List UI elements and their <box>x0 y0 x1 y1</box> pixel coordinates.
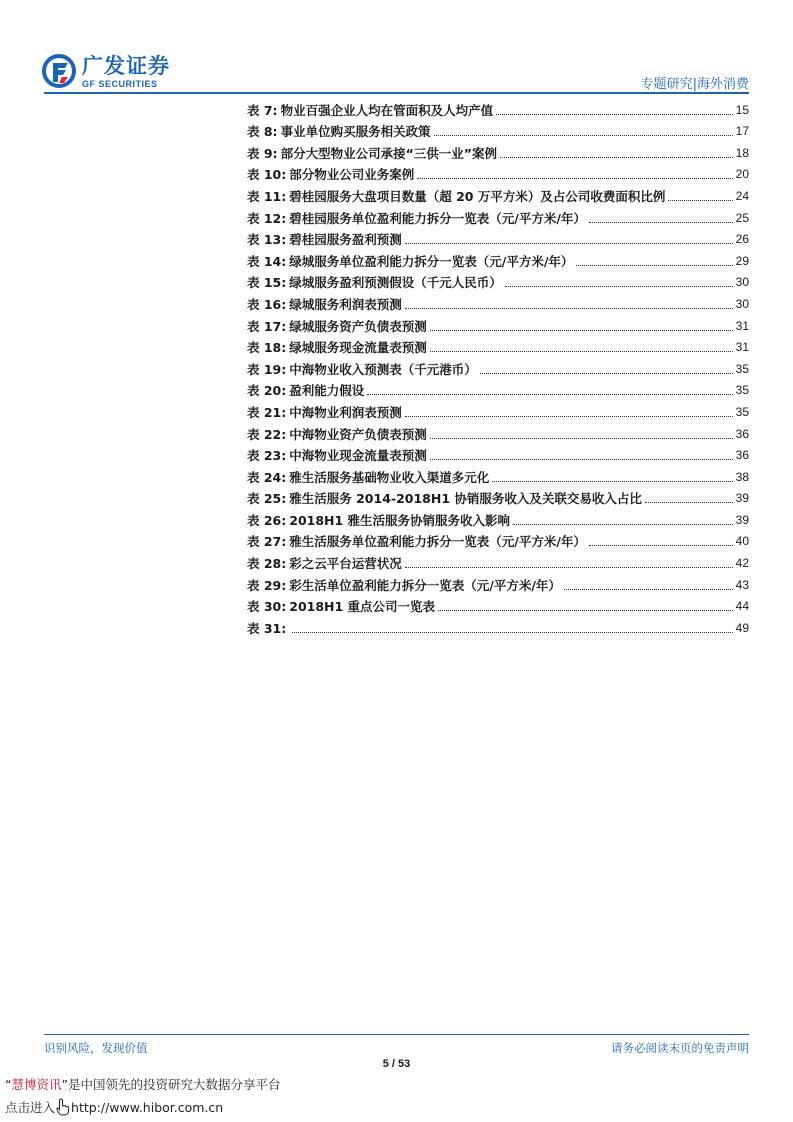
toc-entry-title: 绿城服务资产负债表预测 <box>289 318 427 334</box>
toc-dot-leader <box>405 567 733 568</box>
watermark-url-link[interactable]: http://www.hibor.com.cn <box>71 1099 224 1115</box>
watermark-enter-text: 点击进入 <box>5 1100 56 1115</box>
toc-entry-page: 36 <box>735 448 749 463</box>
toc-entry[interactable] <box>247 506 749 528</box>
toc-dot-leader <box>430 330 733 331</box>
footer-disclaimer-notice: 请务必阅读末页的免责声明 <box>611 1041 749 1055</box>
toc-entry-page: 24 <box>735 188 749 203</box>
toc-entry-label: 表 22: <box>247 426 287 442</box>
toc-dot-leader <box>668 200 732 201</box>
page-header <box>0 0 793 95</box>
toc-entry[interactable] <box>247 549 749 571</box>
toc-entry-title: 中海物业利润表预测 <box>289 404 402 420</box>
toc-entry-page: 30 <box>735 296 749 311</box>
toc-entry-label: 表 15: <box>247 275 287 291</box>
toc-entry-label: 表 9: <box>247 145 278 161</box>
pointing-hand-icon <box>56 1098 70 1116</box>
toc-entry-page: 18 <box>735 145 749 160</box>
toc-entry-page: 31 <box>735 318 749 333</box>
toc-entry-label: 表 16: <box>247 296 287 312</box>
toc-entry-label: 表 11: <box>247 188 287 204</box>
footer-divider <box>44 1034 749 1035</box>
toc-dot-leader <box>589 545 733 546</box>
toc-entry[interactable] <box>247 614 749 636</box>
toc-entry-label: 表 23: <box>247 448 287 464</box>
toc-entry-label: 表 8: <box>247 124 278 140</box>
toc-entry-page: 38 <box>735 469 749 484</box>
toc-entry-page: 44 <box>735 599 749 614</box>
toc-entry-page: 35 <box>735 361 749 376</box>
toc-entry[interactable] <box>247 442 749 464</box>
toc-entry-title: 部分物业公司业务案例 <box>289 167 415 183</box>
toc-dot-leader <box>367 394 732 395</box>
toc-dot-leader <box>576 265 732 266</box>
toc-dot-leader <box>492 481 732 482</box>
toc-dot-leader <box>505 286 733 287</box>
toc-dot-leader <box>405 243 733 244</box>
toc-entry-title: 2018H1 雅生活服务协销服务收入影响 <box>289 512 511 528</box>
toc-entry[interactable] <box>247 161 749 183</box>
gf-securities-logo <box>42 52 172 92</box>
toc-entry-label: 表 10: <box>247 167 287 183</box>
toc-entry-label: 表 29: <box>247 577 287 593</box>
toc-entry[interactable] <box>247 420 749 442</box>
toc-dot-leader <box>438 610 733 611</box>
toc-entry-label: 表 27: <box>247 534 287 550</box>
toc-entry[interactable] <box>247 528 749 550</box>
toc-entry-page: 30 <box>735 275 749 290</box>
toc-entry-page: 49 <box>735 620 749 635</box>
toc-entry[interactable] <box>247 182 749 204</box>
toc-entry-title: 绿城服务盈利预测假设（千元人民币） <box>289 275 502 291</box>
toc-dot-leader <box>500 157 733 158</box>
toc-entry[interactable] <box>247 312 749 334</box>
toc-dot-leader <box>434 135 733 136</box>
toc-entry-label: 表 31: <box>247 620 287 636</box>
header-divider <box>44 92 749 94</box>
toc-dot-leader <box>430 351 733 352</box>
toc-entry-page: 43 <box>735 577 749 592</box>
toc-dot-leader <box>430 438 733 439</box>
toc-entry-title: 彩生活单位盈利能力拆分一览表（元/平方米/年） <box>289 577 561 593</box>
toc-entry[interactable] <box>247 377 749 399</box>
toc-entry-label: 表 26: <box>247 512 287 528</box>
toc-entry-title: 中海物业现金流量表预测 <box>289 448 427 464</box>
toc-entry[interactable] <box>247 290 749 312</box>
toc-entry-page: 31 <box>735 340 749 355</box>
toc-entry-page: 20 <box>735 167 749 182</box>
toc-entry[interactable] <box>247 269 749 291</box>
report-category: 专题研究|海外消费 <box>640 77 749 92</box>
toc-entry-title: 事业单位购买服务相关政策 <box>280 124 431 140</box>
toc-entry-page: 35 <box>735 404 749 419</box>
toc-entry-title: 碧桂园服务盈利预测 <box>289 232 402 248</box>
toc-entry-page: 40 <box>735 534 749 549</box>
toc-entry-label: 表 25: <box>247 491 287 507</box>
toc-entry-title: 彩之云平台运营状况 <box>289 556 402 572</box>
toc-entry-label: 表 13: <box>247 232 287 248</box>
toc-entry-label: 表 18: <box>247 340 287 356</box>
toc-entry-title: 绿城服务现金流量表预测 <box>289 340 427 356</box>
table-of-contents <box>247 96 749 636</box>
toc-entry-page: 29 <box>735 253 749 268</box>
watermark-quote-open: “ <box>5 1077 12 1092</box>
toc-entry-page: 35 <box>735 383 749 398</box>
toc-entry[interactable] <box>247 204 749 226</box>
toc-entry[interactable] <box>247 463 749 485</box>
footer-slogan: 识别风险，发现价值 <box>44 1041 148 1055</box>
toc-entry[interactable] <box>247 247 749 269</box>
toc-entry-title: 雅生活服务单位盈利能力拆分一览表（元/平方米/年） <box>289 534 586 550</box>
toc-entry-page: 15 <box>735 102 749 117</box>
toc-entry[interactable] <box>247 593 749 615</box>
toc-dot-leader <box>292 632 732 633</box>
toc-dot-leader <box>430 459 733 460</box>
toc-entry-title: 雅生活服务 2014-2018H1 协销服务收入及关联交易收入占比 <box>289 491 642 507</box>
toc-dot-leader <box>645 502 733 503</box>
toc-entry[interactable] <box>247 139 749 161</box>
toc-dot-leader <box>513 524 733 525</box>
toc-entry-label: 表 14: <box>247 253 287 269</box>
toc-dot-leader <box>589 222 733 223</box>
toc-entry-title: 中海物业收入预测表（千元港币） <box>289 361 477 377</box>
toc-entry-page: 26 <box>735 232 749 247</box>
toc-entry[interactable] <box>247 96 749 118</box>
watermark-quote-close: ” <box>61 1077 68 1092</box>
toc-entry-title: 碧桂园服务单位盈利能力拆分一览表（元/平方米/年） <box>289 210 586 226</box>
toc-entry-title: 盈利能力假设 <box>289 383 365 399</box>
toc-entry-title: 中海物业资产负债表预测 <box>289 426 427 442</box>
toc-entry-page: 39 <box>735 491 749 506</box>
toc-entry-title: 雅生活服务基础物业收入渠道多元化 <box>289 469 490 485</box>
toc-entry[interactable] <box>247 355 749 377</box>
watermark-tagline <box>5 1075 281 1093</box>
toc-entry-title: 2018H1 重点公司一览表 <box>289 599 436 615</box>
toc-dot-leader <box>405 416 733 417</box>
logo-en-text: GF SECURITIES <box>82 79 158 89</box>
toc-dot-leader <box>564 589 733 590</box>
toc-dot-leader <box>417 178 732 179</box>
logo-cn-text: 广发证券 <box>82 54 170 78</box>
toc-entry-page: 17 <box>735 124 749 139</box>
watermark-brand: 慧博资讯 <box>11 1077 62 1092</box>
toc-entry-title: 部分大型物业公司承接“三供一业”案例 <box>280 145 497 161</box>
toc-entry-label: 表 30: <box>247 599 287 615</box>
toc-entry-label: 表 7: <box>247 102 278 118</box>
toc-entry[interactable] <box>247 398 749 420</box>
toc-entry-label: 表 19: <box>247 361 287 377</box>
toc-entry-page: 42 <box>735 556 749 571</box>
toc-entry-label: 表 28: <box>247 556 287 572</box>
toc-entry-title: 碧桂园服务大盘项目数量（超 20 万平方米）及占公司收费面积比例 <box>289 188 666 204</box>
toc-entry-page: 39 <box>735 512 749 527</box>
toc-entry[interactable] <box>247 334 749 356</box>
toc-entry-label: 表 24: <box>247 469 287 485</box>
toc-entry-page: 25 <box>735 210 749 225</box>
toc-entry-title: 物业百强企业人均在管面积及人均产值 <box>280 102 494 118</box>
toc-entry[interactable] <box>247 571 749 593</box>
toc-entry-label: 表 20: <box>247 383 287 399</box>
toc-entry[interactable] <box>247 485 749 507</box>
toc-entry-label: 表 12: <box>247 210 287 226</box>
toc-dot-leader <box>405 308 733 309</box>
toc-entry-page: 36 <box>735 426 749 441</box>
watermark-tagline-text: 是中国领先的投资研究大数据分享平台 <box>67 1077 281 1092</box>
toc-entry-title: 绿城服务利润表预测 <box>289 296 402 312</box>
toc-entry-label: 表 21: <box>247 404 287 420</box>
watermark-link-line <box>5 1098 223 1116</box>
toc-entry-title: 绿城服务单位盈利能力拆分一览表（元/平方米/年） <box>289 253 574 269</box>
toc-entry[interactable] <box>247 226 749 248</box>
page-number: 5 / 53 <box>382 1058 411 1070</box>
toc-dot-leader <box>496 114 733 115</box>
toc-entry-label: 表 17: <box>247 318 287 334</box>
toc-dot-leader <box>480 373 733 374</box>
gf-logo-icon <box>42 54 76 88</box>
toc-entry[interactable] <box>247 118 749 140</box>
